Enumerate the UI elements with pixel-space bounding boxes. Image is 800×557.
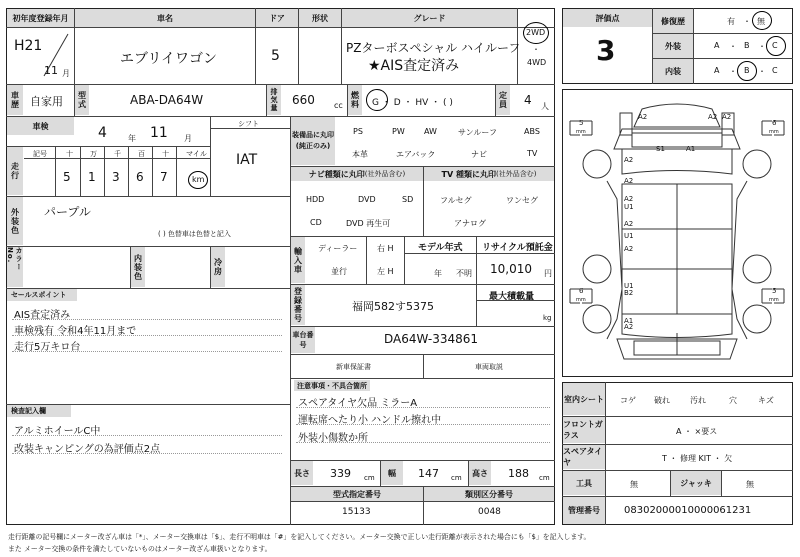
width-value: 147 [418,467,439,480]
damage-mark: A2 [624,177,634,185]
damage-mark: A2 [624,245,634,253]
damage-mark: A2 [638,113,648,121]
mileage-label: 走行 [7,147,23,195]
exterior-dot1: ・ [729,42,737,51]
capacity-unit: 人 [541,102,549,111]
class-no-label: 類別区分番号 [424,487,554,501]
mileage-header-4: 百 [138,150,145,158]
max-load-label: 最大積載量 [489,292,535,302]
first-reg-month-unit: 月 [62,69,70,78]
damage-mark: A2 [624,195,634,203]
mileage-digit-0: 5 [63,170,71,184]
fridge-label: 冷房 [211,247,225,287]
mileage-divider [80,146,81,196]
mileage-header-0: 記号 [33,150,47,158]
mileage-divider [152,146,153,196]
repair-yes: 有 [727,17,735,26]
usage-label: 車歴 [7,85,23,115]
windshield-value: A ・ ×要ス [676,427,718,436]
inspection-month-unit: 月 [184,134,192,143]
exterior-a: A [714,41,720,50]
damage-mark: A2 [722,113,732,121]
seat-option: 破れ [654,396,670,405]
damage-mark: A2 [708,113,718,121]
navi-dvd: DVD [358,195,376,204]
tire-tread-value: 6 [772,119,777,127]
import-label: 輸入車 [291,237,305,283]
recycle-unit: 円 [544,269,552,278]
interior-dot2: ・ [758,67,766,76]
mileage-divider [176,146,177,196]
car-name-header: 車名 [75,9,255,27]
color-label: 外装色 [7,197,23,245]
shift-label: シフト [238,120,259,128]
model-year-unknown: 不明 [456,269,472,278]
equipment-item: TV [527,149,538,158]
equipment-label-text: 装備品に丸印(純正のみ) [292,131,334,150]
mileage-digit-4: 7 [160,170,168,184]
mgmt-label: 管理番号 [563,497,605,524]
seat-option: コゲ [620,396,636,405]
tire-tread-unit: mm [576,129,586,135]
height-unit: cm [539,474,550,482]
fuel-options: G ・ D ・ HV ・ ( ) [372,98,453,108]
navi-sub: (社外品含む) [364,170,406,178]
seat-option: キズ [758,396,774,405]
first-reg-header: 初年度登録年月 [7,9,74,27]
capacity-label: 定員 [496,85,510,115]
tv-header [424,167,554,181]
mileage-divider [128,146,129,196]
equipment-item: サンルーフ [458,128,497,137]
windshield-label: フロントガラス [563,417,605,443]
new-car-warranty: 新車保証書 [336,363,371,371]
fuel-label: 燃料 [348,85,362,115]
grade-line1: PZターボスペシャル ハイルーフ [346,41,521,55]
tv-label: TV 種類に丸印 [441,169,496,179]
capacity-value: 4 [524,93,532,107]
length-label: 長さ [291,461,313,485]
shift-value: IAT [236,152,258,168]
rating-label: 評価点 [563,9,652,27]
damage-mark: U1 [624,282,634,290]
equipment-item: エアバック [396,150,436,159]
notes-line-2: 運転席へたり小 ハンドル擦れ中 [298,415,442,426]
damage-mark: B2 [624,289,634,297]
max-load-unit: kg [543,314,552,322]
damage-mark: A1 [686,145,696,153]
mileage-header-1: 十 [66,150,73,158]
grade-header: グレード [342,9,517,27]
seat-label: 室内シート [563,383,605,415]
height-value: 188 [508,467,529,480]
sales-point-label: セールスポイント [7,289,77,301]
navi-sd: SD [402,195,414,204]
navi-dvd-play: DVD 再生可 [346,219,391,228]
damage-mark: A2 [624,220,634,228]
interior-b: B [744,66,750,75]
mileage-digit-2: 3 [112,170,120,184]
sales-point-line-1: AIS査定済み [14,310,71,321]
registration-label: 登録番号 [291,285,305,325]
model-label: 型式 [75,85,89,115]
tv-oneseg: ワンセグ [506,196,538,205]
displacement-unit: cc [334,101,343,110]
mileage-digit-1: 1 [88,170,96,184]
navi-cd: CD [310,218,322,227]
door-header: ドア [256,9,298,27]
car-diagram [562,89,793,377]
rating-score: 3 [596,34,616,67]
tools-value: 無 [630,480,638,489]
usage-value: 自家用 [30,95,63,108]
registration-value: 福岡582す5375 [352,300,434,313]
width-label: 幅 [381,461,403,485]
tire-tread-value: 5 [579,119,584,127]
chassis-label: 車台番号 [291,327,315,353]
recycle-value: 10,010 [490,262,532,276]
first-reg-era: H21 [14,38,43,54]
interior-label: 内装 [653,59,693,83]
notes-line-3: 外装小傷数か所 [298,433,368,444]
navi-hdd: HDD [306,195,325,204]
interior-a: A [714,66,720,75]
jack-label: ジャッキ [671,471,721,495]
mileage-header-5: 十 [162,150,169,158]
jack-value: 無 [746,480,754,489]
equipment-item: AW [424,127,437,136]
tire-tread-value: 6 [579,287,584,295]
shape-header: 形状 [299,9,341,27]
notes-line-1: スペアタイヤ欠品 ミラーA [298,398,418,409]
exterior-dot2: ・ [758,42,766,51]
height-label: 高さ [469,461,491,485]
damage-mark: A1 [624,317,634,325]
inspection-month: 11 [150,125,168,141]
model-cert-label: 型式指定番号 [291,487,423,501]
inspector-line-1: アルミホイールC中 [14,426,101,437]
class-no-value: 0048 [478,507,501,517]
footer-line-1: 走行距離の記号欄にメーター改ざん車は「*」、メーター交換車は「$」、走行不明車は「#」を記入してください。メーター交換で正しい走行距離が表示された場合にも「$」を記入します。 [8,533,591,541]
repair-no: 無 [757,17,765,26]
equipment-item: 本革 [352,150,368,159]
drive-4wd: 4WD [527,58,547,67]
exterior-c: C [772,41,778,50]
doors: 5 [271,48,280,64]
chassis-value: DA64W-334861 [384,332,479,346]
notes-label: 注意事項・不具合箇所 [294,380,370,391]
vehicle-manual: 車両取説 [475,363,503,371]
equipment-item: ナビ [471,150,487,159]
import-dealer: ディーラー [318,244,358,253]
width-unit: cm [451,474,462,482]
tv-fullseg: フルセグ [440,196,472,205]
mgmt-value: 08302000010000061231 [624,505,752,516]
mileage-digit-3: 6 [136,170,144,184]
model-value: ABA-DA64W [130,93,204,107]
repair-label: 修復歴 [653,9,693,33]
exterior-b: B [744,41,750,50]
sales-point-line-3: 走行5万キロ台 [14,342,81,353]
inspector-label: 検査記入欄 [7,405,71,417]
interior-c: C [772,66,778,75]
color-note: ( ) 色替車は色替と記入 [158,230,231,238]
model-year-label: モデル年式 [418,243,463,253]
damage-mark: A2 [624,323,634,331]
damage-mark: S1 [656,145,665,153]
import-left: 左 H [377,267,394,276]
mileage-header-2: 万 [90,150,97,158]
mileage-divider [55,146,56,196]
interior-color-label: 内装色 [131,247,145,287]
inspection-year: 4 [98,125,107,141]
equipment-label [291,117,335,165]
seat-option: 汚れ [690,396,706,405]
car-name: エブリイワゴン [120,51,218,67]
drive-2wd: 2WD [526,28,546,37]
mileage-header-6: マイル [186,150,207,158]
model-year-year: 年 [434,269,442,278]
tire-tread-unit: mm [769,129,779,135]
equipment-item: PW [392,127,405,136]
grade-line2: ★AIS査定済み [368,58,460,74]
tire-tread-value: 5 [772,287,777,295]
spare-tire-value: T ・ 修理 KIT ・ 欠 [662,454,733,463]
footer-line-2: また メーター交換の条件を満たしていないものはメーター改ざん車扱いとなります。 [8,545,272,553]
length-value: 339 [330,467,351,480]
tv-sub: (社外品含む) [495,170,537,178]
seat-option: 穴 [729,396,737,405]
mileage-divider [104,146,105,196]
inspector-line-2: 改装キャンピングの為評価点2点 [14,444,161,455]
interior-dot1: ・ [729,67,737,76]
mileage-header-3: 千 [114,150,121,158]
exterior-label: 外装 [653,34,693,58]
sales-point-line-2: 車検残有 令和4年11月まで [14,326,137,337]
first-reg-month: 11 [44,64,58,77]
recycle-label: リサイクル預託金 [482,243,553,253]
repair-dot: ・ [743,17,751,26]
damage-mark: A2 [624,156,634,164]
equipment-item: PS [353,127,363,136]
model-cert-value: 15133 [342,507,371,517]
tire-tread-unit: mm [576,297,586,303]
tools-label: 工具 [563,471,605,495]
tv-analog: アナログ [454,219,486,228]
equipment-item: ABS [524,127,540,136]
tire-tread-unit: mm [769,297,779,303]
damage-mark: U1 [624,203,634,211]
navi-label: ナビ種類に丸印 [308,169,365,179]
inspection-year-unit: 年 [128,134,136,143]
color-no-label: カラーNo. [7,247,23,287]
damage-mark: U1 [624,232,634,240]
color-value: パープル [44,205,91,219]
navi-header [291,167,423,181]
import-parallel: 並行 [331,267,347,276]
displacement-label: 排気量 [267,85,281,115]
import-right: 右 H [377,244,394,253]
displacement-value: 660 [292,93,315,107]
length-unit: cm [364,474,375,482]
mileage-unit: km [192,175,205,184]
drive-dot: ・ [532,45,540,54]
spare-tire-label: スペアタイヤ [563,445,605,469]
inspection-label: 車検 [7,117,74,135]
